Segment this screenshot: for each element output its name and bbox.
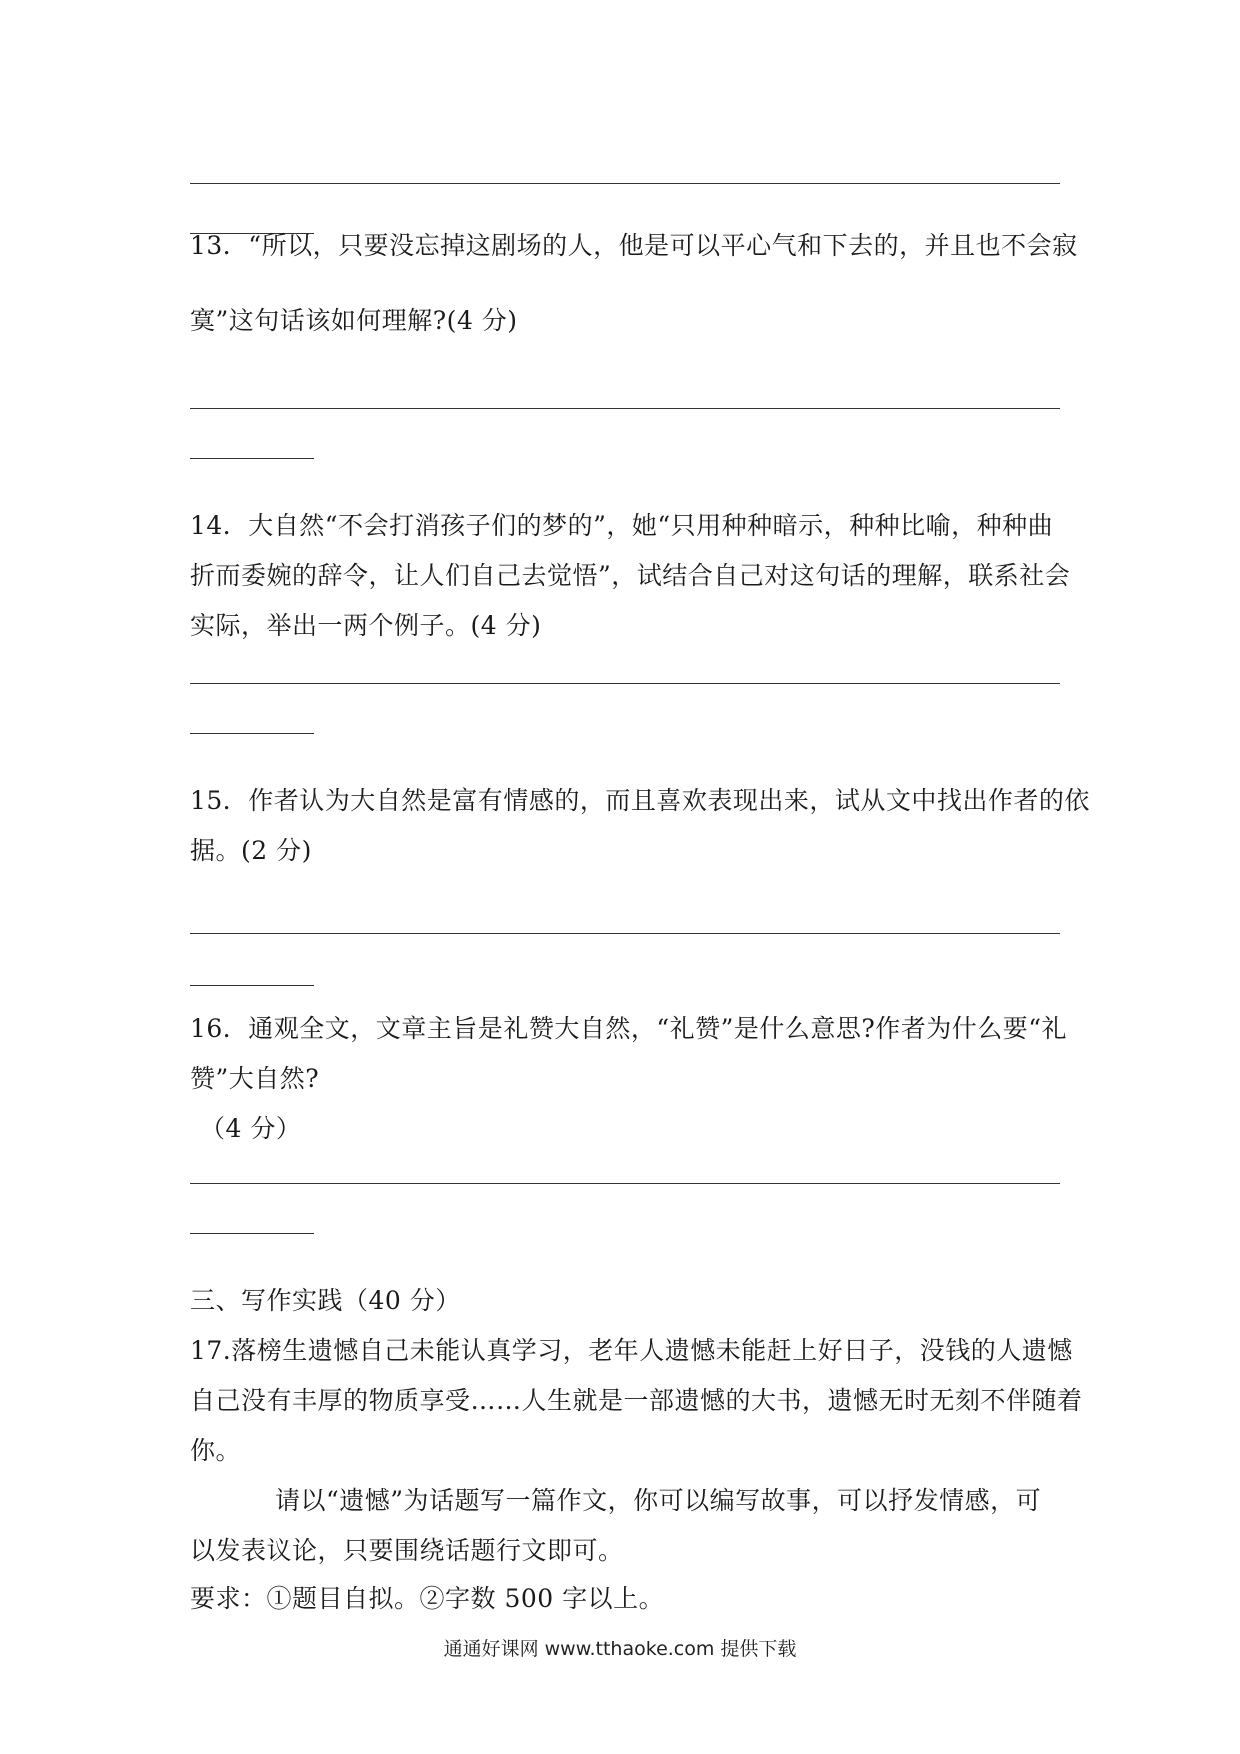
answer-line (190, 933, 1060, 934)
question-13-line: 13．“所以，只要没忘掉这剧场的人，他是可以平心气和下去的，并且也不会寂 (190, 231, 1078, 260)
requirements: 要求：①题目自拟。②字数 500 字以上。 (190, 1584, 665, 1613)
question-16-line: 赞”大自然? (190, 1064, 320, 1093)
prompt-line: 请以“遗憾”为话题写一篇作文，你可以编写故事，可以抒发情感，可 (275, 1486, 1042, 1515)
answer-line (190, 408, 1060, 409)
question-15-line: 据。(2 分) (190, 836, 312, 865)
question-15-line: 15．作者认为大自然是富有情感的，而且喜欢表现出来，试从文中找出作者的依 (190, 786, 1090, 815)
question-13-line: 寞”这句话该如何理解?(4 分) (190, 306, 518, 335)
section-title: 三、写作实践（40 分） (190, 1286, 461, 1315)
answer-line (190, 183, 1060, 184)
prompt-line: 以发表议论，只要围绕话题行文即可。 (190, 1536, 624, 1565)
answer-line (190, 733, 314, 734)
answer-line (190, 683, 1060, 684)
question-16-score: （4 分） (200, 1114, 302, 1143)
question-14-line: 折而委婉的辞令，让人们自己去觉悟”，试结合自己对这句话的理解，联系社会 (190, 561, 1071, 590)
question-14-line: 14．大自然“不会打消孩子们的梦的”，她“只用种种暗示，种种比喻，种种曲 (190, 511, 1054, 540)
answer-line (190, 985, 314, 986)
answer-line (190, 1183, 1060, 1184)
footer-source: 通通好课网 www.tthaoke.com 提供下载 (443, 1638, 797, 1660)
question-17-line: 自己没有丰厚的物质享受……人生就是一部遗憾的大书，遗憾无时无刻不伴随着 (190, 1386, 1083, 1415)
question-17-line: 你。 (190, 1436, 242, 1465)
question-17-line: 17.落榜生遗憾自己未能认真学习，老年人遗憾未能赶上好日子，没钱的人遗憾 (190, 1336, 1073, 1365)
answer-line (190, 458, 314, 459)
question-16-line: 16．通观全文，文章主旨是礼赞大自然，“礼赞”是什么意思?作者为什么要“礼 (190, 1014, 1068, 1043)
answer-line (190, 1233, 314, 1234)
question-14-line: 实际，举出一两个例子。(4 分) (190, 611, 542, 640)
